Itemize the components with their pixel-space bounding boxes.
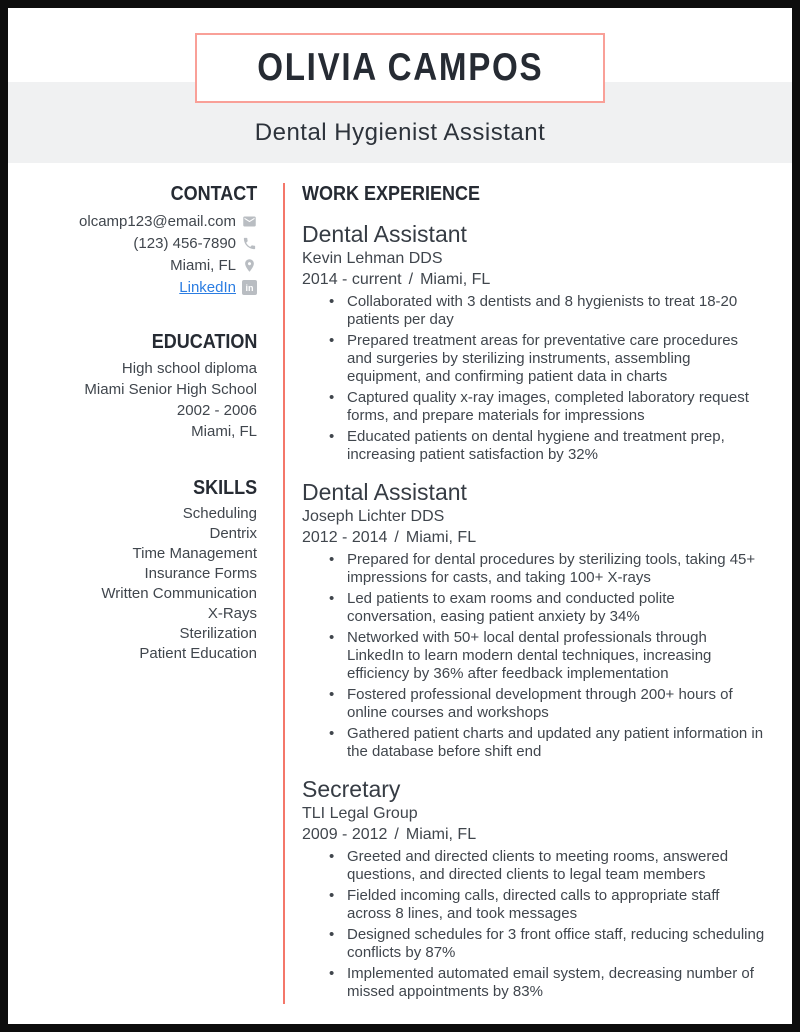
contact-location-row (8, 254, 257, 276)
contact-linkedin-row (8, 276, 257, 298)
skill-item: X-Rays (207, 605, 257, 622)
education-heading: EDUCATION (151, 331, 257, 353)
job-company: Joseph Lichter DDS (302, 508, 445, 525)
education-lines (8, 358, 257, 442)
work-experience-column (285, 176, 792, 1024)
svg-text:in: in (245, 282, 254, 293)
bullet-item: • Fielded incoming calls, directed calls to appropriate staff across 8 lines, and took messages (320, 887, 765, 923)
linkedin-link[interactable]: LinkedIn (179, 278, 236, 296)
job-dates: 2012 - 2014 (302, 529, 388, 546)
skill-item: Time Management (132, 545, 257, 562)
job-title: Dental Assistant (302, 221, 467, 247)
contact-email-row (8, 210, 257, 232)
bullet-item: • Collaborated with 3 dentists and 8 hygienists to treat 18-20 patients per day (320, 293, 765, 329)
education-dates: 2002 - 2006 (176, 402, 257, 419)
bullet-item: • Greeted and directed clients to meeting rooms, answered questions, and directed clients to legal team members (320, 848, 765, 884)
job-bullet-list (302, 848, 765, 1001)
bullet-item: • Networked with 50+ local dental professionals through LinkedIn to learn modern dental techniques, increasing efficiency by 36% after feedback implementation (320, 629, 765, 683)
bullet-item: • Captured quality x-ray images, completed laboratory request forms, and prepare materials for impressions (320, 389, 765, 425)
contact-heading: CONTACT (170, 183, 257, 205)
job-entry (302, 775, 765, 1001)
skills-list (8, 504, 257, 664)
location-pin-icon (242, 258, 257, 273)
job-location: Miami, FL (405, 826, 477, 843)
job-title: Dental Assistant (302, 479, 467, 505)
sidebar (8, 176, 283, 1024)
job-entry (302, 220, 765, 464)
job-bullet-list (302, 551, 765, 761)
education-section (8, 330, 257, 442)
job-bullet-list (302, 293, 765, 464)
skill-item: Written Communication (101, 585, 257, 602)
dates-location-separator: / (408, 271, 414, 288)
skill-item: Insurance Forms (144, 565, 257, 582)
job-location: Miami, FL (405, 529, 477, 546)
job-company: Kevin Lehman DDS (302, 250, 443, 267)
job-dates: 2009 - 2012 (302, 826, 388, 843)
phone-icon (242, 236, 257, 251)
contact-section (8, 182, 257, 298)
skill-item: Sterilization (179, 625, 257, 642)
linkedin-icon (242, 280, 257, 295)
email-value: olcamp123@email.com (79, 212, 236, 230)
skill-item: Dentrix (209, 525, 257, 542)
bullet-item: • Fostered professional development through 200+ hours of online courses and workshops (320, 686, 765, 722)
skills-heading: SKILLS (192, 477, 257, 499)
education-degree: High school diploma (121, 360, 257, 377)
phone-value: (123) 456-7890 (133, 234, 236, 252)
location-value: Miami, FL (170, 256, 236, 274)
bullet-item: • Led patients to exam rooms and conducted polite conversation, easing patient anxiety by 34% (320, 590, 765, 626)
envelope-icon (242, 214, 257, 229)
content-columns (8, 176, 792, 1024)
name-box (195, 33, 605, 103)
bullet-item: • Designed schedules for 3 front office staff, reducing scheduling conflicts by 87% (320, 926, 765, 962)
contact-rows (8, 210, 257, 298)
job-headline: Dental Hygienist Assistant (254, 119, 546, 146)
person-name: OLIVIA CAMPOS (256, 46, 544, 89)
skill-item: Patient Education (139, 645, 257, 662)
skill-item: Scheduling (182, 505, 257, 522)
bullet-item: • Prepared for dental procedures by sterilizing tools, taking 45+ impressions for casts, and taking 100+ X-rays (320, 551, 765, 587)
bullet-item: • Implemented automated email system, decreasing number of missed appointments by 83% (320, 965, 765, 1001)
bullet-item: • Gathered patient charts and updated any patient information in the database before shift end (320, 725, 765, 761)
bullet-item: • Prepared treatment areas for preventative care procedures and surgeries by sterilizing instruments, assembling equipment, and confirming patient data in charts (320, 332, 765, 386)
job-dates-location (302, 527, 765, 548)
job-dates-location (302, 269, 765, 290)
job-dates-location (302, 824, 765, 845)
job-company: TLI Legal Group (302, 805, 418, 822)
bullet-item: • Educated patients on dental hygiene and treatment prep, increasing patient satisfaction by 32% (320, 428, 765, 464)
education-location: Miami, FL (191, 423, 257, 440)
job-entry (302, 478, 765, 761)
contact-phone-row (8, 232, 257, 254)
work-experience-heading: WORK EXPERIENCE (302, 183, 481, 205)
job-location: Miami, FL (420, 271, 491, 288)
skills-section (8, 476, 257, 664)
dates-location-separator: / (394, 826, 399, 843)
education-school: Miami Senior High School (84, 381, 257, 398)
job-dates: 2014 - current (302, 271, 402, 288)
dates-location-separator: / (394, 529, 399, 546)
job-title: Secretary (302, 776, 401, 802)
